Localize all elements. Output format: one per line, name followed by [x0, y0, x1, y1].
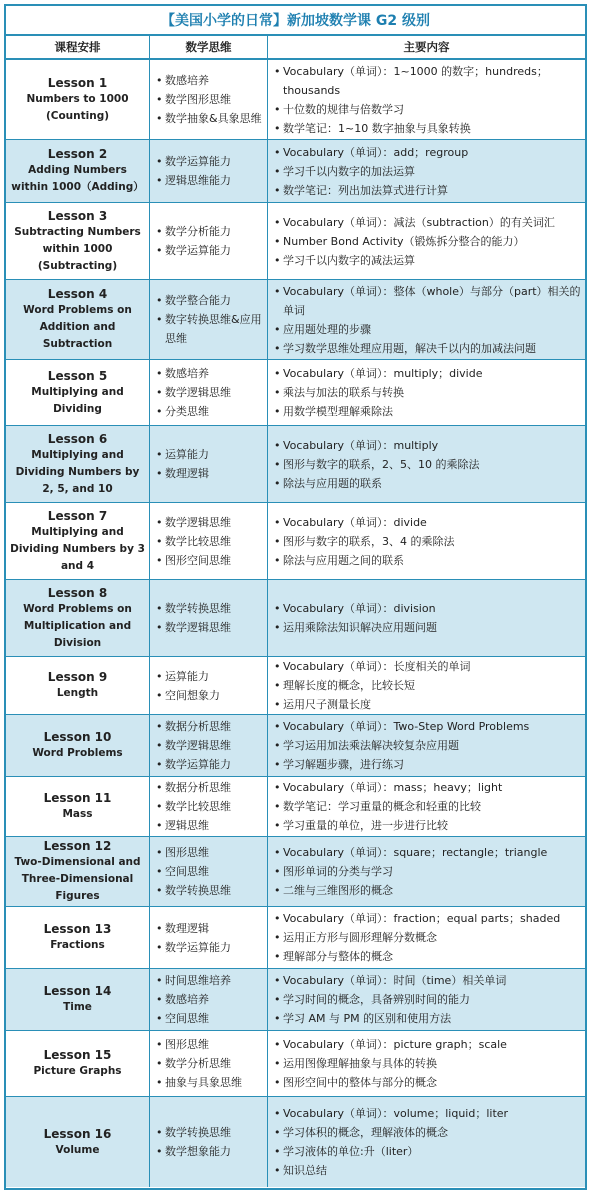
- table-row: [6, 580, 585, 657]
- table-row: [6, 203, 585, 280]
- table-header: [6, 36, 585, 60]
- lesson-name: Volume: [55, 1143, 100, 1156]
- content-item: • Vocabulary（单词）：picture graph；scale: [274, 1035, 581, 1054]
- lesson-cell: [6, 60, 150, 139]
- lesson-cell: [6, 907, 150, 968]
- lesson-name: Fractions: [50, 939, 105, 951]
- content-cell: [268, 969, 585, 1030]
- thinking-item: • 数学想象能力: [156, 1142, 263, 1161]
- content-item: • Vocabulary（单词）：add；regroup: [274, 143, 581, 162]
- thinking-cell: [150, 907, 268, 968]
- thinking-item: • 图形思维: [156, 1035, 263, 1054]
- thinking-item: • 数学比较思维: [156, 797, 263, 816]
- table-row: [6, 280, 585, 360]
- table-row: [6, 60, 585, 140]
- lesson-cell: [6, 203, 150, 279]
- content-item: • Vocabulary（单词）：divide: [274, 513, 581, 532]
- header-schedule: 课程安排: [6, 36, 150, 58]
- content-item: • 学习重量的单位，进一步进行比较: [274, 816, 581, 835]
- content-item: • Vocabulary（单词）：square；rectangle；triangle: [274, 843, 581, 862]
- content-item: • 乘法与加法的联系与转换: [274, 383, 581, 402]
- thinking-item: • 数学整合能力: [156, 291, 263, 310]
- table-row: [6, 657, 585, 715]
- content-cell: [268, 1097, 585, 1187]
- thinking-item: • 数学运算能力: [156, 241, 263, 260]
- content-item: • 图形与数字的联系，2、5、10 的乘除法: [274, 455, 581, 474]
- lesson-name: Multiplying and Dividing: [31, 385, 124, 415]
- table-row: [6, 360, 585, 426]
- thinking-cell: [150, 140, 268, 202]
- content-item: • 运用尺子测量长度: [274, 695, 581, 714]
- table-row: [6, 503, 585, 580]
- lesson-cell: [6, 837, 150, 906]
- thinking-item: • 数据分析思维: [156, 717, 263, 736]
- table-row: [6, 969, 585, 1031]
- content-item: • 运用图像理解抽象与具体的转换: [274, 1054, 581, 1073]
- thinking-cell: [150, 280, 268, 359]
- content-item: • Vocabulary（单词）：multiply；divide: [274, 364, 581, 383]
- thinking-item: • 空间思维: [156, 1009, 263, 1028]
- content-item: • 除法与应用题的联系: [274, 474, 581, 493]
- lesson-name: Two-Dimensional and Three-Dimensional Figures: [14, 856, 141, 902]
- content-item: • Vocabulary（单词）：Two-Step Word Problems: [274, 717, 581, 736]
- table-row: [6, 837, 585, 907]
- content-item: • 知识总结: [274, 1161, 581, 1180]
- curriculum-table: [4, 4, 587, 1190]
- thinking-item: • 运算能力: [156, 667, 263, 686]
- thinking-cell: [150, 657, 268, 714]
- content-item: • Vocabulary（单词）：时间（time）相关单词: [274, 971, 581, 990]
- thinking-cell: [150, 203, 268, 279]
- table-row: [6, 140, 585, 203]
- content-item: • 数学笔记：1~10 数字抽象与具象转换: [274, 119, 581, 138]
- content-cell: [268, 657, 585, 714]
- content-cell: [268, 715, 585, 776]
- lesson-cell: [6, 777, 150, 836]
- thinking-item: • 空间想象力: [156, 686, 263, 705]
- thinking-item: • 数学运算能力: [156, 152, 263, 171]
- thinking-item: • 数字转换思维&应用思维: [156, 310, 263, 348]
- thinking-item: • 空间思维: [156, 862, 263, 881]
- lesson-name: Length: [56, 687, 99, 699]
- thinking-item: • 图形空间思维: [156, 551, 263, 570]
- content-item: • 理解长度的概念，比较长短: [274, 676, 581, 695]
- lesson-number: Lesson 12: [43, 839, 112, 853]
- lesson-number: Lesson 3: [47, 208, 108, 223]
- thinking-item: • 时间思维培养: [156, 971, 263, 990]
- lesson-number: Lesson 7: [47, 508, 108, 523]
- thinking-item: • 图形思维: [156, 843, 263, 862]
- lesson-cell: [6, 715, 150, 776]
- thinking-item: • 数学运算能力: [156, 938, 263, 957]
- thinking-item: • 数学运算能力: [156, 755, 263, 774]
- content-item: • 运用乘除法知识解决应用题问题: [274, 618, 581, 637]
- table-row: [6, 426, 585, 503]
- content-item: • 用数学模型理解乘除法: [274, 402, 581, 421]
- lesson-cell: [6, 503, 150, 579]
- content-item: • 学习数学思维处理应用题，解决千以内的加减法问题: [274, 339, 581, 358]
- content-item: • 二维与三维图形的概念: [274, 881, 581, 900]
- thinking-cell: [150, 503, 268, 579]
- lesson-cell: [6, 1031, 150, 1096]
- content-cell: [268, 907, 585, 968]
- content-item: • Vocabulary（单词）：division: [274, 599, 581, 618]
- content-item: • 学习液体的单位:升（liter）: [274, 1142, 581, 1161]
- thinking-item: • 数学逻辑思维: [156, 736, 263, 755]
- thinking-item: • 数学抽象&具象思维: [156, 109, 263, 128]
- content-item: • Vocabulary（单词）：mass；heavy；light: [274, 778, 581, 797]
- content-cell: [268, 426, 585, 502]
- thinking-item: • 逻辑思维能力: [156, 171, 263, 190]
- content-item: • Vocabulary（单词）：整体（whole）与部分（part）相关的单词: [274, 282, 581, 320]
- table-body: [6, 60, 585, 1188]
- header-thinking: 数学思维: [150, 36, 268, 58]
- lesson-number: Lesson 13: [43, 922, 112, 936]
- lesson-name: Adding Numbers within 1000（Adding）: [11, 164, 144, 193]
- content-cell: [268, 360, 585, 425]
- thinking-item: • 数学比较思维: [156, 532, 263, 551]
- content-item: • 数学笔记：列出加法算式进行计算: [274, 181, 581, 200]
- thinking-item: • 数感培养: [156, 71, 263, 90]
- content-cell: [268, 777, 585, 836]
- header-content: 主要内容: [403, 40, 450, 54]
- lesson-name: Word Problems: [32, 747, 123, 759]
- content-item: • Vocabulary（单词）：multiply: [274, 436, 581, 455]
- content-item: • Number Bond Activity（锻炼拆分整合的能力）: [274, 232, 581, 251]
- thinking-cell: [150, 580, 268, 656]
- table-title: 【美国小学的日常】新加坡数学课 G2 级别: [6, 6, 585, 36]
- thinking-cell: [150, 360, 268, 425]
- content-item: • Vocabulary（单词）：1~1000 的数字；hundreds；thousands: [274, 62, 581, 100]
- content-item: • 学习体积的概念，理解液体的概念: [274, 1123, 581, 1142]
- content-item: • 应用题处理的步骤: [274, 320, 581, 339]
- lesson-number: Lesson 2: [47, 147, 108, 161]
- thinking-item: • 数学转换思维: [156, 1123, 263, 1142]
- lesson-number: Lesson 4: [47, 287, 108, 301]
- lesson-cell: [6, 1097, 150, 1187]
- content-cell: [268, 1031, 585, 1096]
- content-item: • Vocabulary（单词）：减法（subtraction）的有关词汇: [274, 213, 581, 232]
- content-item: • Vocabulary（单词）：fraction；equal parts；shaded: [274, 909, 581, 928]
- content-cell: [268, 140, 585, 202]
- thinking-item: • 数学转换思维: [156, 881, 263, 900]
- thinking-cell: [150, 426, 268, 502]
- thinking-item: • 数学逻辑思维: [156, 383, 263, 402]
- thinking-item: • 数学分析能力: [156, 222, 263, 241]
- content-cell: [268, 580, 585, 656]
- content-item: • 学习解题步骤，进行练习: [274, 755, 581, 774]
- content-item: • 十位数的规律与倍数学习: [274, 100, 581, 119]
- lesson-name: Time: [63, 1001, 92, 1013]
- lesson-number: Lesson 14: [43, 984, 112, 998]
- table-row: [6, 907, 585, 969]
- table-row: [6, 777, 585, 837]
- content-item: • 数学笔记：学习重量的概念和轻重的比较: [274, 797, 581, 816]
- thinking-cell: [150, 60, 268, 139]
- content-item: • 学习千以内数字的加法运算: [274, 162, 581, 181]
- thinking-cell: [150, 777, 268, 836]
- thinking-item: • 分类思维: [156, 402, 263, 421]
- lesson-name: Numbers to 1000 (Counting): [26, 92, 129, 122]
- content-item: • 除法与应用题之间的联系: [274, 551, 581, 570]
- lesson-cell: [6, 580, 150, 656]
- lesson-name: Multiplying and Dividing Numbers by 2, 5, and 10: [15, 448, 140, 495]
- content-cell: [268, 837, 585, 906]
- lesson-name: Multiplying and Dividing Numbers by 3 and 4: [10, 525, 145, 572]
- thinking-item: • 数学逻辑思维: [156, 618, 263, 637]
- lesson-number: Lesson 1: [47, 75, 108, 90]
- lesson-number: Lesson 16: [43, 1126, 112, 1141]
- content-item: • 学习运用加法乘法解决较复杂应用题: [274, 736, 581, 755]
- content-item: • 理解部分与整体的概念: [274, 947, 581, 966]
- content-item: • Vocabulary（单词）：长度相关的单词: [274, 657, 581, 676]
- table-row: [6, 1031, 585, 1097]
- content-item: • 学习时间的概念，具备辨别时间的能力: [274, 990, 581, 1009]
- lesson-cell: [6, 657, 150, 714]
- content-cell: [268, 203, 585, 279]
- thinking-item: • 抽象与具象思维: [156, 1073, 263, 1092]
- thinking-cell: [150, 1097, 268, 1187]
- thinking-item: • 数感培养: [156, 990, 263, 1009]
- lesson-cell: [6, 140, 150, 202]
- content-item: • 图形单词的分类与学习: [274, 862, 581, 881]
- lesson-cell: [6, 280, 150, 359]
- content-item: • 运用正方形与圆形理解分数概念: [274, 928, 581, 947]
- lesson-name: Subtracting Numbers within 1000 (Subtracting): [14, 225, 141, 272]
- thinking-item: • 数理逻辑: [156, 464, 263, 483]
- lesson-cell: [6, 360, 150, 425]
- content-item: • 学习千以内数字的减法运算: [274, 251, 581, 270]
- thinking-item: • 逻辑思维: [156, 816, 263, 835]
- lesson-name: Mass: [62, 808, 93, 820]
- thinking-item: • 运算能力: [156, 445, 263, 464]
- table-row: [6, 1097, 585, 1187]
- content-cell: [268, 60, 585, 139]
- lesson-number: Lesson 15: [43, 1048, 112, 1062]
- content-item: • 图形空间中的整体与部分的概念: [274, 1073, 581, 1092]
- lesson-name: Picture Graphs: [33, 1065, 122, 1077]
- thinking-item: • 数学逻辑思维: [156, 513, 263, 532]
- thinking-item: • 数学转换思维: [156, 599, 263, 618]
- thinking-item: • 数学分析思维: [156, 1054, 263, 1073]
- thinking-item: • 数据分析思维: [156, 778, 263, 797]
- table-row: [6, 715, 585, 777]
- thinking-cell: [150, 1031, 268, 1096]
- thinking-item: • 数感培养: [156, 364, 263, 383]
- content-cell: [268, 280, 585, 359]
- lesson-name: Word Problems on Addition and Subtraction: [23, 304, 132, 350]
- content-cell: [268, 503, 585, 579]
- lesson-number: Lesson 8: [47, 585, 108, 600]
- content-item: • Vocabulary（单词）：volume；liquid；liter: [274, 1104, 581, 1123]
- thinking-item: • 数理逻辑: [156, 919, 263, 938]
- content-item: • 图形与数字的联系，3、4 的乘除法: [274, 532, 581, 551]
- content-item: • 学习 AM 与 PM 的区别和使用方法: [274, 1009, 581, 1028]
- lesson-number: Lesson 5: [47, 368, 108, 383]
- lesson-cell: [6, 426, 150, 502]
- thinking-cell: [150, 715, 268, 776]
- lesson-number: Lesson 9: [47, 670, 108, 684]
- lesson-number: Lesson 10: [43, 730, 112, 744]
- thinking-cell: [150, 837, 268, 906]
- thinking-item: • 数学图形思维: [156, 90, 263, 109]
- lesson-number: Lesson 11: [43, 791, 112, 805]
- thinking-cell: [150, 969, 268, 1030]
- lesson-name: Word Problems on Multiplication and Division: [23, 602, 132, 649]
- lesson-number: Lesson 6: [47, 431, 108, 446]
- lesson-cell: [6, 969, 150, 1030]
